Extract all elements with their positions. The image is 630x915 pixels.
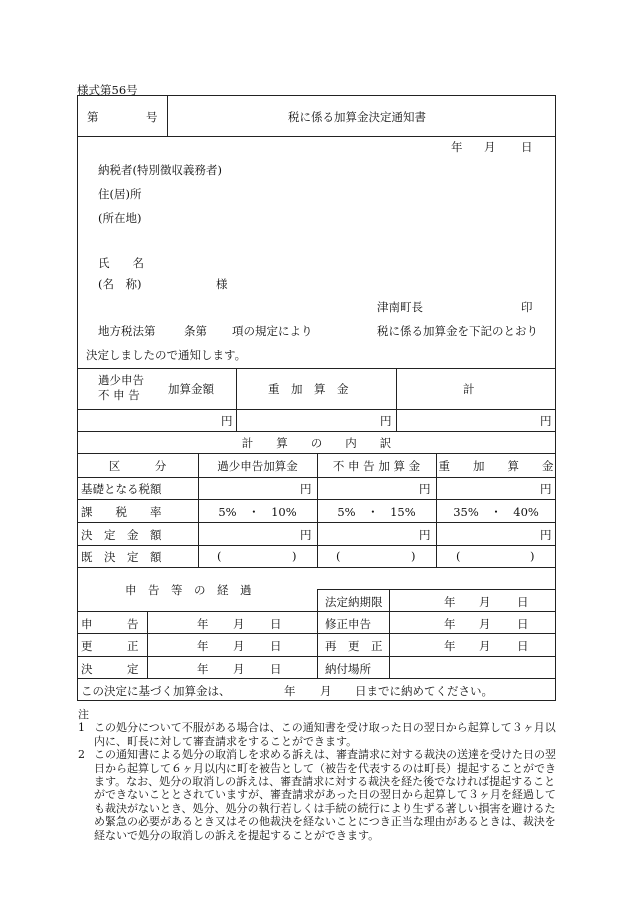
body-text-part4: 税に係る加算金を下記のとおり [377, 324, 538, 338]
report-year: 年 [197, 617, 209, 631]
row-rate: 課 税 率 [81, 505, 162, 519]
note-text: この通知書による処分の取消しを求める訴えは、審査請求に対する裁決の送達を受けた日の翌日から起算して６ヶ月以内に町を被告として（被告を代表するのは町長）提起することができます。なお、処分の取消しの訴えは、審査請求に対する裁決を経た後でなければ提起することができないこととされていますが、審査請求があった日の翌日から起算して３ヶ月を経過しても裁決がないとき、処分、処分の執行若しくは手続の続行により生ずる著しい損害を避けるため緊急の必要があるとき又はその他裁決を経ないことにつき正当な理由があるときは、裁決を経ないで処分の取消しの訴えを提起することができます。 [94, 748, 556, 842]
header-nonreport: 不 申 告 加 算 金 [332, 459, 421, 473]
name-alt-label: (名 称) [98, 277, 142, 291]
recorrection-day: 日 [517, 639, 529, 653]
base-yen-3: 円 [540, 482, 552, 496]
body-text-part1: 地方税法第 [98, 324, 156, 338]
decided-yen-2: 円 [419, 528, 431, 542]
rate-underreport: 5% ・ 10% [218, 505, 297, 519]
header-divider [167, 95, 168, 137]
summary-divider-1 [236, 368, 237, 431]
prior-paren-close-1: ) [292, 549, 297, 563]
summary-col1-line2: 不 申 告 [98, 388, 140, 402]
amended-year: 年 [444, 617, 456, 631]
body-text-part2: 条第 [184, 324, 207, 338]
location-label: (所在地) [98, 211, 142, 225]
taxpayer-label: 納税者(特別徴収義務者) [98, 163, 222, 177]
decided-yen-3: 円 [540, 528, 552, 542]
prior-paren-open-3: ( [456, 549, 461, 563]
notes-heading: 注 [78, 708, 89, 721]
address-label: 住(居)所 [98, 187, 142, 201]
summary-yen-2: 円 [380, 414, 392, 428]
payment-text-a: この決定に基づく加算金は、 [81, 684, 231, 698]
payment-text-d: 日までに納めてください。 [355, 684, 493, 698]
progress-title: 申 告 等 の 経 過 [125, 583, 252, 597]
progress-row-decision: 決 定 [81, 662, 139, 676]
issuer-name: 津南町長 [377, 300, 423, 314]
base-yen-2: 円 [419, 482, 431, 496]
note-number: 2 [78, 748, 85, 762]
progress-row-payment-place: 納付場所 [325, 662, 371, 676]
legal-deadline-label: 法定納期限 [325, 595, 383, 609]
header-category: 区 分 [108, 459, 167, 473]
body-text-part3: 項の規定により [232, 324, 313, 338]
summary-bottom-line [77, 431, 556, 432]
recorrection-month: 月 [479, 639, 491, 653]
form-number: 様式第56号 [77, 83, 138, 97]
amended-day: 日 [517, 617, 529, 631]
row-decided: 決 定 金 額 [81, 528, 162, 542]
prior-paren-close-2: ) [411, 549, 416, 563]
summary-yen-3: 円 [540, 414, 552, 428]
decision-day: 日 [270, 662, 282, 676]
date-month: 月 [484, 140, 496, 154]
deadline-year: 年 [444, 595, 456, 609]
header-heavy: 重 加 算 金 [438, 459, 554, 473]
decision-month: 月 [233, 662, 245, 676]
row-base-tax: 基礎となる税額 [81, 482, 162, 496]
body-text-line2: 決定しましたので通知します。 [86, 348, 247, 362]
header-bottom-line [77, 136, 556, 137]
document-number-prefix: 第 [87, 110, 99, 124]
deadline-month: 月 [479, 595, 491, 609]
recorrection-year: 年 [444, 639, 456, 653]
correction-year: 年 [197, 639, 209, 653]
note-item [78, 748, 556, 842]
summary-col2-label: 重 加 算 金 [268, 382, 349, 396]
progress-row-correction: 更 正 [81, 639, 139, 653]
document-title: 税に係る加算金決定通知書 [288, 110, 426, 124]
rate-heavy: 35% ・ 40% [453, 505, 539, 519]
prior-paren-open-2: ( [336, 549, 341, 563]
payment-year: 年 [284, 684, 296, 698]
prior-paren-close-3: ) [530, 549, 535, 563]
progress-row-report: 申 告 [81, 617, 139, 631]
note-item [78, 721, 556, 748]
notes-section [78, 708, 556, 842]
seal-mark: 印 [521, 300, 533, 314]
progress-divider-left [147, 611, 148, 678]
header-underreport: 過少申告加算金 [217, 459, 298, 473]
row-prior: 既 決 定 額 [81, 550, 162, 564]
name-label: 氏 名 [98, 256, 144, 270]
breakdown-title-text: 計 算 の 内 訳 [241, 436, 392, 450]
decided-yen-1: 円 [300, 528, 312, 542]
progress-row-recorrection: 再 更 正 [325, 639, 383, 653]
progress-row-amended: 修正申告 [325, 617, 371, 631]
base-yen-1: 円 [300, 482, 312, 496]
date-day: 日 [521, 140, 533, 154]
decision-year: 年 [197, 662, 209, 676]
summary-col1-line1: 過少申告 [98, 373, 144, 387]
summary-divider-2 [396, 368, 397, 431]
breakdown-line-6 [77, 567, 556, 568]
date-year: 年 [451, 140, 463, 154]
payment-month: 月 [320, 684, 332, 698]
summary-yen-1: 円 [221, 414, 233, 428]
progress-line-top-right [317, 589, 556, 590]
progress-divider-mid [317, 589, 318, 678]
prior-paren-open-1: ( [217, 549, 222, 563]
progress-line-4 [77, 678, 556, 679]
summary-mid-line [77, 409, 556, 410]
rate-nonreport: 5% ・ 15% [337, 505, 416, 519]
summary-col1-label: 加算金額 [168, 382, 214, 396]
summary-top-line [77, 368, 556, 369]
note-number: 1 [78, 721, 85, 735]
correction-month: 月 [233, 639, 245, 653]
note-text: この処分について不服がある場合は、この通知書を受け取った日の翌日から起算して３ヶ月以内に、町長に対して審査請求をすることができます。 [94, 721, 556, 748]
report-day: 日 [270, 617, 282, 631]
report-month: 月 [233, 617, 245, 631]
breakdown-title [77, 435, 556, 451]
document-number-suffix: 号 [146, 110, 158, 124]
honorific: 様 [216, 277, 228, 291]
deadline-day: 日 [517, 595, 529, 609]
summary-col3-label: 計 [463, 382, 475, 396]
progress-divider-right [389, 589, 390, 678]
amended-month: 月 [479, 617, 491, 631]
correction-day: 日 [270, 639, 282, 653]
